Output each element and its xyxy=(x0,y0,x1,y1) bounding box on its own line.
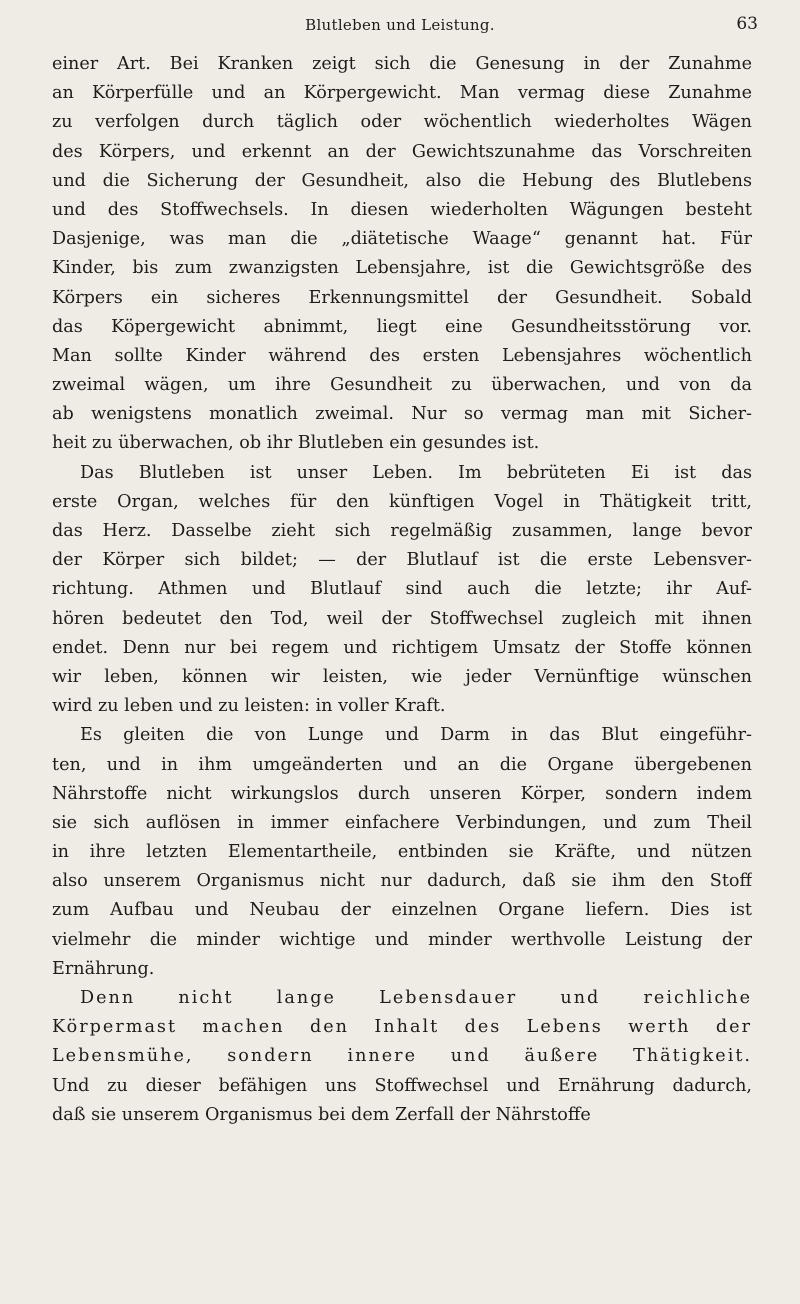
text-line: ten, und in ihm umgeänderten und an die Organe übergebenen xyxy=(52,754,752,775)
text-line: erste Organ, welches für den künftigen Vogel in Thätigkeit tritt, xyxy=(52,491,752,512)
text-line: sie sich auflösen in immer einfachere Verbindungen, und zum Theil xyxy=(52,812,752,833)
text-line: Dasjenige, was man die „diätetische Waage“ genannt hat. Für xyxy=(52,229,752,250)
text-line: wir leben, können wir leisten, wie jeder Vernünftige wünschen xyxy=(52,666,752,687)
text-line: daß sie unserem Organismus bei dem Zerfall der Nährstoffe xyxy=(52,1104,591,1125)
text-line: vielmehr die minder wichtige und minder werthvolle Leistung der xyxy=(52,929,752,950)
text-line: Man sollte Kinder während des ersten Lebensjahres wöchentlich xyxy=(52,345,752,366)
body-text xyxy=(52,50,752,1130)
text-line: Körpers ein sicheres Erkennungsmittel der Gesundheit. Sobald xyxy=(52,287,752,308)
page-number: 63 xyxy=(736,14,758,34)
text-line: des Körpers, und erkennt an der Gewichtszunahme das Vorschreiten xyxy=(52,141,752,162)
text-line: endet. Denn nur bei regem und richtigem Umsatz der Stoffe können xyxy=(52,637,752,658)
text-line: Ernährung. xyxy=(52,958,155,979)
text-line: und des Stoffwechsels. In diesen wiederholten Wägungen besteht xyxy=(52,199,752,220)
text-line: zu verfolgen durch täglich oder wöchentlich wiederholtes Wägen xyxy=(52,112,752,133)
running-title: Blutleben und Leistung. xyxy=(305,16,495,34)
text-line: das Herz. Dasselbe zieht sich regelmäßig zusammen, lange bevor xyxy=(52,521,752,541)
text-line: Lebensmühe, sondern innere und äußere Thätigkeit. xyxy=(52,1046,752,1067)
text-line: Kinder, bis zum zwanzigsten Lebensjahre, ist die Gewichtsgröße des xyxy=(52,258,752,279)
text-line: der Körper sich bildet; — der Blutlauf ist die erste Lebensver- xyxy=(52,550,752,571)
text-line: Nährstoffe nicht wirkungslos durch unseren Körper, sondern indem xyxy=(52,783,752,804)
text-line: Das Blutleben ist unser Leben. Im bebrüteten Ei ist das xyxy=(80,462,752,483)
text-line: also unserem Organismus nicht nur dadurch, daß sie ihm den Stoff xyxy=(52,871,752,892)
text-line: das Köpergewicht abnimmt, liegt eine Gesundheitsstörung vor. xyxy=(52,316,752,337)
text-line: in ihre letzten Elementartheile, entbinden sie Kräfte, und nützen xyxy=(52,842,752,863)
text-line: richtung. Athmen und Blutlauf sind auch die letzte; ihr Auf- xyxy=(52,579,752,600)
text-line: und die Sicherung der Gesundheit, also die Hebung des Blutlebens xyxy=(52,170,752,191)
text-line: an Körperfülle und an Körpergewicht. Man vermag diese Zunahme xyxy=(52,83,752,104)
text-line: ab wenigstens monatlich zweimal. Nur so vermag man mit Sicher- xyxy=(52,404,752,425)
text-line: wird zu leben und zu leisten: in voller Kraft. xyxy=(52,696,446,717)
text-line: hören bedeutet den Tod, weil der Stoffwechsel zugleich mit ihnen xyxy=(52,608,752,629)
text-line: zum Aufbau und Neubau der einzelnen Organe liefern. Dies ist xyxy=(52,900,752,921)
page-header xyxy=(0,12,800,38)
text-line: einer Art. Bei Kranken zeigt sich die Genesung in der Zunahme xyxy=(52,54,752,74)
text-line: Und zu dieser befähigen uns Stoffwechsel und Ernährung dadurch, xyxy=(52,1075,752,1096)
text-line: Es gleiten die von Lunge und Darm in das Blut eingeführ- xyxy=(80,725,752,746)
text-line: zweimal wägen, um ihre Gesundheit zu überwachen, und von da xyxy=(52,375,752,396)
text-line: Körpermast machen den Inhalt des Lebens werth der xyxy=(52,1017,752,1038)
text-line: Denn nicht lange Lebensdauer und reichliche xyxy=(80,988,752,1008)
text-line: heit zu überwachen, ob ihr Blutleben ein gesundes ist. xyxy=(52,433,540,454)
